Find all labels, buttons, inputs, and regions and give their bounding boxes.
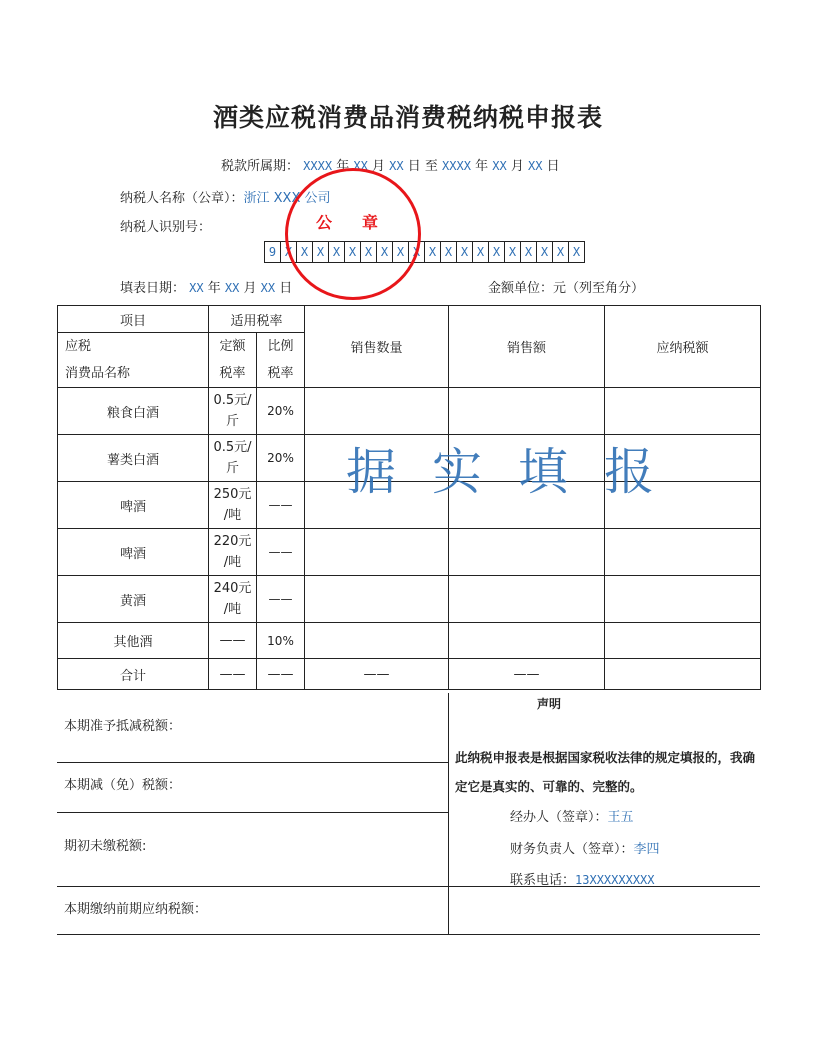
qty-cell[interactable] (305, 388, 449, 435)
taxpayer-id-digit[interactable]: X (520, 241, 537, 263)
start-year[interactable]: XXXX (303, 159, 333, 173)
header-name (58, 333, 209, 388)
total-sales[interactable]: —— (449, 659, 605, 690)
qty-cell[interactable] (305, 529, 449, 576)
month-char: 月 (371, 159, 385, 174)
day-char: 日 (407, 159, 421, 174)
tax-period-line (221, 155, 560, 174)
finance-line (510, 838, 660, 857)
year-char: 年 (475, 159, 489, 174)
start-month[interactable]: XX (353, 159, 368, 173)
header-ratio-rate (257, 333, 305, 388)
header-rate: 适用税率 (209, 306, 305, 333)
phone-line (510, 869, 655, 888)
divider (57, 812, 448, 813)
sales-cell[interactable] (449, 388, 605, 435)
end-day[interactable]: XX (527, 159, 543, 173)
taxpayer-id-label: 纳税人识别号： (120, 220, 212, 235)
total-label: 合计 (58, 659, 209, 690)
declaration-text: 此纳税申报表是根据国家税收法律的规定填报的，我确定它是真实的、可靠的、完整的。 (455, 750, 756, 794)
form-title: 酒类应税消费品消费税纳税申报表 (212, 103, 603, 132)
declaration-title: 声明 (537, 697, 562, 711)
product-name: 薯类白酒 (58, 435, 209, 482)
taxpayer-id-digit[interactable]: X (472, 241, 489, 263)
table-row (58, 388, 761, 435)
year-char: 年 (336, 159, 350, 174)
divider (57, 762, 448, 763)
header-name-line2: 消费品名称 (65, 366, 131, 381)
day-char: 日 (279, 281, 293, 296)
phone-label: 联系电话： (510, 873, 576, 888)
day-char: 日 (546, 159, 560, 174)
taxpayer-name-label: 纳税人名称（公章）： (120, 191, 244, 206)
fixed-rate-cell (209, 529, 257, 576)
ratio-rate-cell: —— (257, 529, 305, 576)
ratio-rate-cell: —— (257, 482, 305, 529)
total-tax[interactable] (605, 659, 761, 690)
agent-label: 经办人（签章）： (510, 810, 608, 825)
taxpayer-id-digit[interactable]: 9 (264, 241, 281, 263)
month-char: 月 (510, 159, 524, 174)
fixed-rate-line1: 240元 (213, 581, 252, 596)
fill-date-line (120, 277, 292, 296)
fixed-rate-cell (209, 576, 257, 623)
agent-line (510, 806, 634, 825)
table-row (58, 623, 761, 659)
product-name: 粮食白酒 (58, 388, 209, 435)
table-row (58, 529, 761, 576)
agent-signature[interactable]: 王五 (607, 810, 634, 825)
taxpayer-id-digit[interactable]: X (568, 241, 585, 263)
fixed-rate-line2: /吨 (223, 555, 242, 570)
company-seal-stamp (285, 168, 421, 300)
taxpayer-id-digit[interactable]: X (328, 241, 345, 263)
product-name: 啤酒 (58, 482, 209, 529)
header-ratio-line2: 税率 (267, 366, 294, 381)
total-fixed: —— (209, 659, 257, 690)
finance-label: 财务负责人（签章）： (510, 842, 634, 857)
qty-cell[interactable] (305, 623, 449, 659)
sales-cell[interactable] (449, 623, 605, 659)
taxpayer-id-digit[interactable]: X (456, 241, 473, 263)
qty-cell[interactable] (305, 576, 449, 623)
taxpayer-id-digit[interactable]: X (360, 241, 377, 263)
fill-date-label: 填表日期： (120, 281, 186, 296)
header-sales: 销售额 (449, 306, 605, 388)
end-month[interactable]: XX (492, 159, 507, 173)
ratio-rate-cell: —— (257, 576, 305, 623)
fill-day[interactable]: XX (260, 281, 276, 295)
fixed-rate-line2: 斤 (225, 461, 239, 476)
fixed-rate-line2: /吨 (223, 602, 242, 617)
ratio-rate-cell: 20% (257, 435, 305, 482)
ratio-rate-cell: 10% (257, 623, 305, 659)
taxpayer-id-digit[interactable]: X (376, 241, 393, 263)
fixed-rate-line1: 250元 (213, 487, 252, 502)
fixed-rate-cell: —— (209, 623, 257, 659)
header-name-line1: 应税 (65, 339, 92, 354)
taxpayer-id-digit[interactable]: X (280, 241, 297, 263)
taxpayer-id-digit[interactable]: X (440, 241, 457, 263)
fixed-rate-cell (209, 482, 257, 529)
tax-cell[interactable] (605, 623, 761, 659)
declaration-section (57, 693, 760, 935)
start-day[interactable]: XX (389, 159, 404, 173)
header-fixed-line1: 定额 (219, 339, 246, 354)
taxpayer-id-digit[interactable]: X (424, 241, 441, 263)
sales-cell[interactable] (449, 576, 605, 623)
taxpayer-id-digit[interactable]: X (296, 241, 313, 263)
fill-year[interactable]: XX (189, 281, 204, 295)
sales-cell[interactable] (449, 529, 605, 576)
ratio-rate-cell: 20% (257, 388, 305, 435)
product-name: 黄酒 (58, 576, 209, 623)
to-char: 至 (424, 159, 438, 174)
fixed-rate-cell (209, 435, 257, 482)
company-seal-text: 公章 (316, 213, 409, 232)
header-fixed-rate (209, 333, 257, 388)
year-char: 年 (207, 281, 221, 296)
header-tax: 应纳税额 (605, 306, 761, 388)
taxpayer-id-digit[interactable]: X (488, 241, 505, 263)
taxpayer-id-digit[interactable]: X (344, 241, 361, 263)
taxpayer-name-value[interactable]: 浙江 XXX 公司 (243, 191, 331, 206)
fixed-rate-line2: 斤 (225, 414, 239, 429)
taxpayer-id-digit[interactable]: X (312, 241, 329, 263)
table-row (58, 576, 761, 623)
tax-cell[interactable] (605, 388, 761, 435)
deduct-label[interactable]: 本期准予抵减税额： (64, 719, 182, 734)
unpaid-label[interactable]: 期初未缴税额: (64, 839, 147, 854)
phone-value[interactable]: 13XXXXXXXXX (575, 873, 655, 887)
amount-unit: 金额单位：元（列至角分） (488, 281, 645, 296)
taxpayer-id-digit[interactable]: X (552, 241, 569, 263)
total-qty[interactable]: —— (305, 659, 449, 690)
end-year[interactable]: XXXX (442, 159, 471, 173)
fixed-rate-cell (209, 388, 257, 435)
taxpayer-id-digit[interactable]: X (392, 241, 409, 263)
product-name: 其他酒 (58, 623, 209, 659)
taxpayer-id-digit[interactable]: X (536, 241, 553, 263)
watermark-text: 据实填报 (346, 443, 690, 501)
finance-signature[interactable]: 李四 (633, 842, 660, 857)
tax-cell[interactable] (605, 529, 761, 576)
product-name: 啤酒 (58, 529, 209, 576)
header-fixed-line2: 税率 (219, 366, 246, 381)
tax-cell[interactable] (605, 576, 761, 623)
tax-period-label: 税款所属期： (221, 159, 300, 174)
fixed-rate-line1: 0.5元/ (213, 440, 252, 455)
fixed-rate-line1: 0.5元/ (213, 393, 252, 408)
fixed-rate-line1: 220元 (213, 534, 252, 549)
reduce-label[interactable]: 本期减（免）税额： (64, 778, 182, 793)
total-ratio: —— (257, 659, 305, 690)
header-qty: 销售数量 (305, 306, 449, 388)
taxpayer-id-digit[interactable]: X (408, 241, 425, 263)
prepaid-label[interactable]: 本期缴纳前期应纳税额： (64, 902, 208, 917)
month-char: 月 (243, 281, 257, 296)
taxpayer-id-digit[interactable]: X (504, 241, 521, 263)
header-item: 项目 (58, 306, 209, 333)
fill-month[interactable]: XX (224, 281, 240, 295)
header-ratio-line1: 比例 (267, 339, 294, 354)
fixed-rate-line2: /吨 (223, 508, 242, 523)
